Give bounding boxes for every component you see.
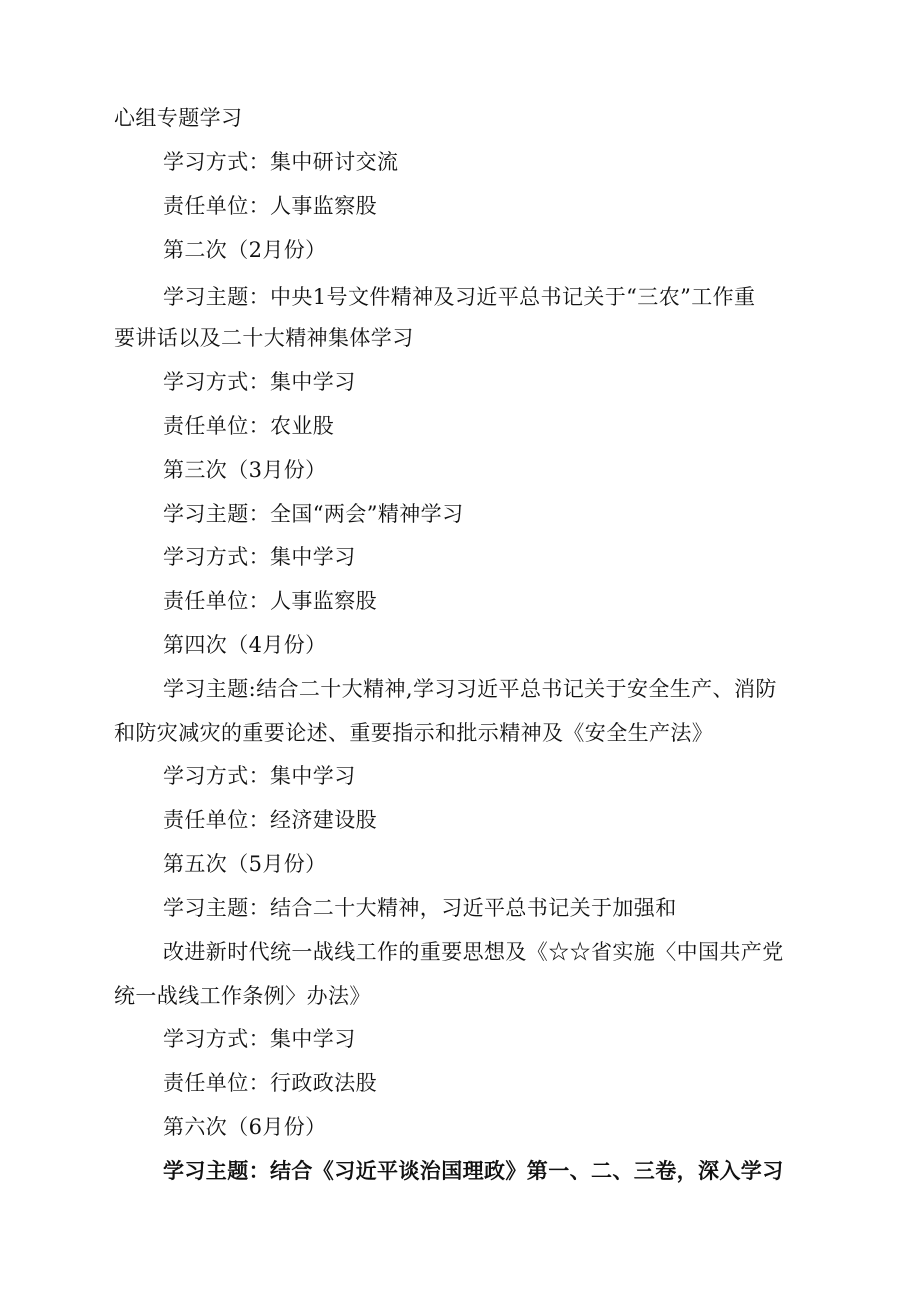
text-line: 要讲话以及二十大精神集体学习: [114, 326, 414, 350]
text-line: 心组专题学习: [114, 106, 243, 130]
text-line: 第四次（4月份）: [163, 633, 327, 657]
text-line: 责任单位：人事监察股: [163, 589, 377, 613]
text-line: 责任单位：人事监察股: [163, 194, 377, 218]
text-line: 学习主题：结合二十大精神，习近平总书记关于加强和: [163, 896, 677, 920]
text-line: 责任单位：行政政法股: [163, 1071, 377, 1095]
text-line-bold: 学习主题：结合《习近平谈治国理政》第一、二、三卷，深入学习: [163, 1158, 784, 1183]
text-line: 学习主题：中央1号文件精神及习近平总书记关于“三农”工作重: [163, 285, 756, 309]
text-line: 统一战线工作条例〉办法》: [114, 984, 371, 1008]
text-line: 学习方式：集中研讨交流: [163, 150, 399, 174]
text-line: 学习方式：集中学习: [163, 370, 356, 394]
text-line: 第五次（5月份）: [163, 852, 327, 876]
text-line: 责任单位：农业股: [163, 414, 335, 438]
text-line: 学习主题:结合二十大精神,学习习近平总书记关于安全生产、消防: [163, 677, 777, 701]
text-line: 学习方式：集中学习: [163, 1027, 356, 1051]
text-line: 第三次（3月份）: [163, 458, 327, 482]
text-line: 责任单位：经济建设股: [163, 808, 377, 832]
text-line: 学习方式：集中学习: [163, 764, 356, 788]
text-line: 改进新时代统一战线工作的重要思想及《☆☆省实施〈中国共产党: [163, 940, 784, 964]
text-line: 学习方式：集中学习: [163, 545, 356, 569]
text-line: 学习主题：全国“两会”精神学习: [163, 502, 464, 526]
text-line: 和防灾减灾的重要论述、重要指示和批示精神及《安全生产法》: [114, 721, 714, 745]
text-line: 第六次（6月份）: [163, 1115, 327, 1139]
text-line: 第二次（2月份）: [163, 238, 327, 262]
